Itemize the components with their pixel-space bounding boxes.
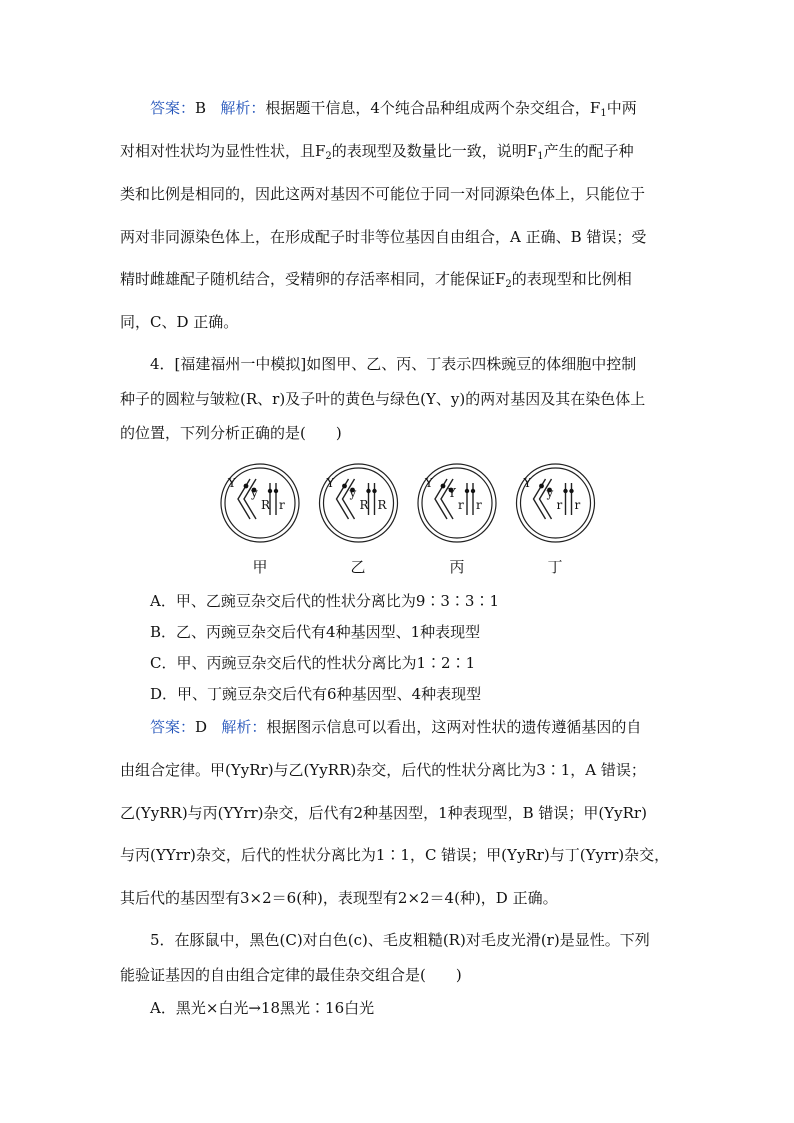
- option-c: C．甲、丙豌豆杂交后代的性状分离比为1∶2∶1: [150, 654, 476, 672]
- subscript: 1: [537, 151, 544, 162]
- question-5-line-2: 能验证基因的自由组合定律的最佳杂交组合是( ): [120, 966, 462, 984]
- centromere-dot: [569, 489, 573, 493]
- analysis-2-line-4: 与丙(YYrr)杂交，后代的性状分离比为1∶1，C 错误；甲(YyRr)与丁(Yyrr)杂交，: [120, 846, 670, 864]
- answer-tag: 答案：: [150, 718, 196, 736]
- answer-letter: D: [195, 718, 208, 736]
- chromosome-figure: [220, 458, 600, 548]
- analysis-2-line-5: 其后代的基因型有3×2＝6(种)，表现型有2×2＝4(种)，D 正确。: [120, 889, 558, 907]
- question-5-line-1: 5．在豚鼠中，黑色(C)对白色(c)、毛皮粗糙(R)对毛皮光滑(r)是显性。下列: [150, 931, 650, 949]
- answer-line-2: [150, 717, 641, 737]
- gene-label-right-1: R: [359, 498, 369, 512]
- question-4-line-3: 的位置，下列分析正确的是( ): [120, 424, 342, 442]
- gene-locus-dot: [441, 484, 446, 489]
- analysis-text: 的表现型及数量比一致，说明F: [331, 142, 538, 160]
- gene-label-left-1: Y: [425, 476, 433, 490]
- answer-tag: 答案：: [150, 99, 196, 117]
- centromere-dot: [465, 489, 469, 493]
- analysis-text: 精时雌雄配子随机结合，受精卵的存活率相同，才能保证F: [120, 270, 506, 288]
- gene-label-left-2: y: [349, 486, 357, 500]
- centromere-dot: [268, 489, 272, 493]
- cell-2: [418, 464, 496, 542]
- gene-label-right-1: r: [556, 498, 563, 512]
- gene-label-left-2: Y: [448, 486, 456, 500]
- analysis-tag: 解析：: [221, 718, 267, 736]
- gene-label-left-2: y: [546, 486, 554, 500]
- analysis-line-6: 同，C、D 正确。: [120, 313, 239, 331]
- analysis-2-line-2: 由组合定律。甲(YyRr)与乙(YyRR)杂交，后代的性状分离比为3∶1，A 错误；: [120, 761, 646, 779]
- centromere-dot: [471, 489, 475, 493]
- answer-letter: B: [195, 99, 207, 117]
- gene-locus-dot: [539, 484, 544, 489]
- option-b: B．乙、丙豌豆杂交后代有4种基因型、1种表现型: [150, 623, 481, 641]
- centromere-dot: [274, 489, 278, 493]
- gene-label-right-2: r: [279, 498, 285, 512]
- analysis-2-line-3: 乙(YyRR)与丙(YYrr)杂交，后代有2种基因型，1种表现型，B 错误；甲(YyRr): [120, 804, 647, 822]
- subscript: 2: [325, 151, 332, 162]
- cells-svg: [220, 458, 600, 548]
- analysis-text: 根据图示信息可以看出，这两对性状的遗传遵循基因的自: [266, 718, 642, 736]
- cell-0: [221, 464, 299, 542]
- analysis-text: 产生的配子种: [543, 142, 634, 160]
- gene-label-left-1: Y: [326, 476, 335, 490]
- option-a: A．甲、乙豌豆杂交后代的性状分离比为9∶3∶3∶1: [150, 592, 500, 610]
- gene-label-left-1: Y: [523, 476, 532, 490]
- cell-1: [320, 464, 398, 542]
- analysis-tag: 解析：: [220, 99, 266, 117]
- gene-label-right-2: R: [377, 498, 387, 512]
- gene-label-right-2: r: [476, 498, 482, 512]
- analysis-text: 中两: [606, 99, 637, 117]
- gene-label-right-1: r: [458, 498, 464, 512]
- gene-locus-dot: [342, 484, 347, 489]
- gene-label-right-2: r: [574, 498, 581, 512]
- gene-label-left-1: Y: [228, 476, 236, 490]
- caption-bing: 丙: [449, 558, 465, 576]
- caption-ding: 丁: [547, 558, 563, 576]
- cell-3: [517, 464, 595, 542]
- subscript: 1: [600, 108, 607, 119]
- question-4-line-2: 种子的圆粒与皱粒(R、r)及子叶的黄色与绿色(Y、y)的两对基因及其在染色体上: [120, 390, 646, 408]
- gene-label-right-1: R: [261, 498, 271, 512]
- option-d: D．甲、丁豌豆杂交后代有6种基因型、4种表现型: [150, 685, 482, 703]
- question-4-line-1: 4．[福建福州一中模拟]如图甲、乙、丙、丁表示四株豌豆的体细胞中控制: [150, 355, 637, 373]
- analysis-line-2: [120, 141, 634, 167]
- analysis-text: 根据题干信息，4个纯合品种组成两个杂交组合，F: [265, 99, 601, 117]
- caption-yi: 乙: [350, 558, 366, 576]
- caption-jia: 甲: [252, 558, 268, 576]
- analysis-text: 对相对性状均为显性性状，且F: [120, 142, 326, 160]
- gene-locus-dot: [244, 484, 249, 489]
- gene-label-left-2: y: [251, 486, 258, 500]
- analysis-line-3: 类和比例是相同的，因此这两对基因不可能位于同一对同源染色体上，只能位于: [120, 185, 646, 203]
- analysis-line-5: [120, 269, 632, 295]
- centromere-dot: [366, 489, 370, 493]
- analysis-line-4: 两对非同源染色体上，在形成配子时非等位基因自由组合，A 正确、B 错误；受: [120, 228, 647, 246]
- centromere-dot: [372, 489, 376, 493]
- answer-line-1: [150, 98, 637, 124]
- subscript: 2: [505, 279, 512, 290]
- analysis-text: 的表现型和比例相: [511, 270, 632, 288]
- centromere-dot: [563, 489, 567, 493]
- question-5-option-a: A．黑光×白光→18黑光∶16白光: [150, 999, 375, 1017]
